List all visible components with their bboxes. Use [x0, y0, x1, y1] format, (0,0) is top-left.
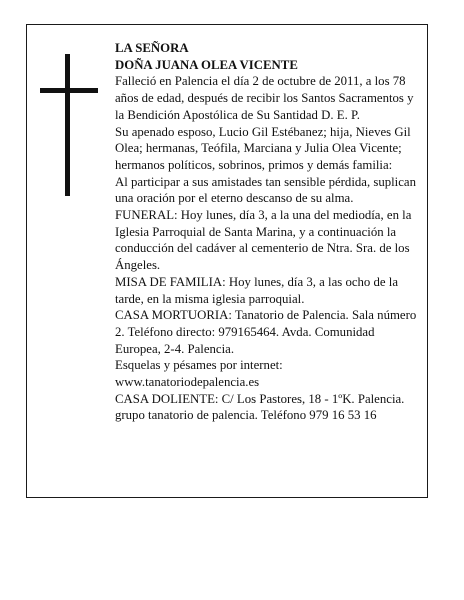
- cross-icon: [65, 54, 70, 196]
- obituary-text: [115, 40, 421, 424]
- death-announcement-paragraph: Falleció en Palencia el día 2 de octubre de 2011, a los 78 años de edad, después de recibir los Santos Sacramentos y la Bendición Apostólica de Su Santidad D. E. P.: [115, 74, 414, 122]
- funeral-paragraph: FUNERAL: Hoy lunes, día 3, a la una del mediodía, en la Iglesia Parroquial de Santa Marina, y a continuación la conducción del cadáver al cementerio de Ntra. Sra. de los Ángeles.: [115, 208, 412, 273]
- deceased-name: DOÑA JUANA OLEA VICENTE: [115, 57, 298, 72]
- notice-title: LA SEÑORA: [115, 41, 189, 55]
- prayer-request-paragraph: Al participar a sus amistades tan sensible pérdida, suplican una oración por el eterno descanso de su alma.: [115, 174, 416, 206]
- mortuary-paragraph: CASA MORTUORIA: Tanatorio de Palencia. Sala número 2. Teléfono directo: 979165464. Avda. Comunidad Europea, 2-4. Palencia.: [115, 308, 417, 356]
- family-paragraph: Su apenado esposo, Lucio Gil Estébanez; hija, Nieves Gil Olea; hermanas, Teófila, Marciana y Julia Olea Vicente; hermanos políticos, sobrinos, primos y demás familia:: [115, 124, 411, 172]
- family-home-paragraph: CASA DOLIENTE: C/ Los Pastores, 18 - 1ºK. Palencia.: [115, 391, 405, 406]
- funeral-group-contact: grupo tanatorio de palencia. Teléfono 979 16 53 16: [115, 408, 377, 423]
- cross-icon-crossbar: [40, 88, 98, 93]
- online-condolences-paragraph: Esquelas y pésames por internet: www.tanatoriodepalencia.es: [115, 358, 283, 390]
- family-mass-paragraph: MISA DE FAMILIA: Hoy lunes, día 3, a las ocho de la tarde, en la misma iglesia parroquial.: [115, 274, 399, 306]
